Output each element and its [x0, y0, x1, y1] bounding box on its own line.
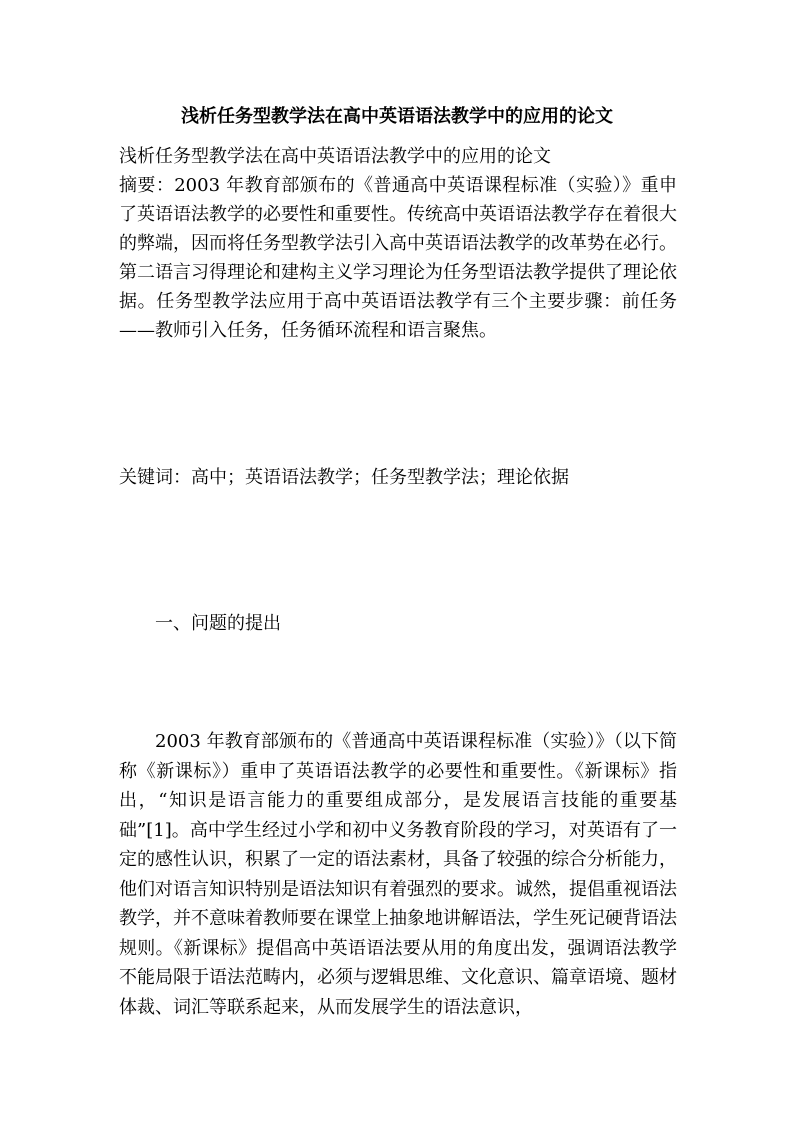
abstract-text: 摘要：2003 年教育部颁布的《普通高中英语课程标准（实验）》重申了英语语法教学的必要性和重要性。传统高中英语语法教学存在着很大的弊端，因而将任务型教学法引入高中英语语法教学的改革势在必行。第二语言习得理论和建构主义学习理论为任务型语法教学提供了理论依据。任务型教学法应用于高中英语语法教学有三个主要步骤：前任务——教师引入任务，任务循环流程和语言聚焦。: [119, 175, 677, 341]
body-paragraph: [119, 727, 677, 1022]
body-paragraph-text: 2003 年教育部颁布的《普通高中英语课程标准（实验）》（以下简称《新课标》）重申了英语语法教学的必要性和重要性。《新课标》指出，“知识是语言能力的重要组成部分，是发展语言技能的重要基础”[1]。高中学生经过小学和初中义务教育阶段的学习，对英语有了一定的感性认识，积累了一定的语法素材，具备了较强的综合分析能力，他们对语言知识特别是语法知识有着强烈的要求。诚然，提倡重视语法教学，并不意味着教师要在课堂上抽象地讲解语法，学生死记硬背语法规则。《新课标》提倡高中英语语法要从用的角度出发，强调语法教学不能局限于语法范畴内，必须与逻辑思维、文化意识、篇章语境、题材体裁、词汇等联系起来，从而发展学生的语法意识，: [119, 731, 677, 1018]
document-subtitle: 浅析任务型教学法在高中英语语法教学中的应用的论文: [119, 146, 551, 167]
abstract-paragraph: [119, 171, 677, 345]
section-heading: 一、问题的提出: [155, 613, 281, 634]
keywords-line: 关键词：高中；英语语法教学；任务型教学法；理论依据: [119, 467, 569, 488]
document-title: 浅析任务型教学法在高中英语语法教学中的应用的论文: [181, 106, 613, 127]
